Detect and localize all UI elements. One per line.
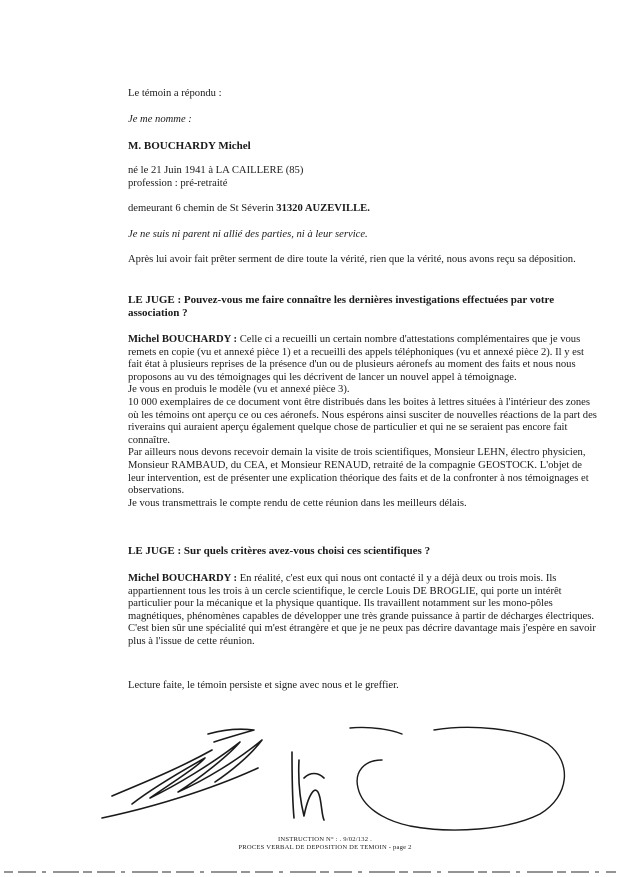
answer-1-paragraph-3: 10 000 exemplaires de ce document vont être distribués dans les boites à lettres situées à l'intérieur des zones où les témoins ont aperçu ce ou ces aéronefs. Nous espérons ainsi susciter de nouvelles réactions de la part des riverains qui auraient aperçu également quelque chose de particulier et qui ne se seraient pas encore fait connaître. [128, 396, 597, 446]
answer-2-text: En réalité, c'est eux qui nous ont contacté il y a déjà deux ou trois mois. Ils appartiennent tous les trois à un cercle scientifique, le cercle Louis DE BROGLIE, qui porte un intérêt particulier pour la mécanique et la physique quantique. Ils travaillent notamment sur les mono-pôles magnétiques, phénomènes capables de développer une très grande puissance à partir de décharges électriques. C'est bien sûr une spécialité qui m'est étrangère et que je ne peux pas décrire davantage mais j'espère en savoir plus à l'issue de cette réunion. [128, 573, 596, 647]
signature-witness [102, 729, 262, 818]
closing-statement: Lecture faite, le témoin persiste et signe avec nous et le greffier. [128, 680, 399, 691]
signature-judge [292, 752, 324, 820]
address-city: 31320 AUZEVILLE. [276, 203, 370, 214]
witness-name: M. BOUCHARDY Michel [128, 140, 251, 152]
judge-question-1: LE JUGE : Pouvez-vous me faire connaître les dernières investigations effectuées par votre association ? [128, 294, 555, 319]
answer-1-paragraph-5: Je vous transmettrais le compte rendu de cette réunion dans les meilleurs délais. [128, 497, 467, 509]
answer-1 [128, 334, 598, 510]
address-line [128, 203, 598, 216]
birth-line: né le 21 Juin 1941 à LA CAILLERE (85) [128, 165, 304, 176]
signature-clerk [350, 727, 564, 830]
address-prefix: demeurant 6 chemin de St Séverin [128, 203, 277, 214]
scan-edge-marks [0, 868, 620, 877]
answer-2-speaker: Michel BOUCHARDY : [128, 573, 238, 584]
je-me-nomme: Je me nomme : [128, 114, 192, 125]
answer-1-paragraph-4: Par ailleurs nous devons recevoir demain la visite de trois scientifiques, Monsieur LEHN, électro physicien, Monsieur RAMBAUD, du CEA, et Monsieur RENAUD, retraité de la compagnie GEOSTOCK. L'objet de leur intervention, est de présenter une explication théorique des faits et de la confronter à nos témoignages et observations. [128, 447, 589, 497]
instruction-number: INSTRUCTION N° : . 9/02/132 . [278, 836, 372, 843]
proces-verbal-page: PROCES VERBAL DE DEPOSITION DE TEMOIN - page 2 [238, 844, 412, 851]
profession-line: profession : pré-retraité [128, 178, 228, 189]
oath-paragraph: Après lui avoir fait prêter serment de dire toute la vérité, rien que la vérité, nous avons reçu sa déposition. [128, 254, 576, 265]
signatures [0, 700, 620, 840]
answer-1-paragraph-2: Je vous en produis le modèle (vu et annexé pièce 3). [128, 384, 350, 396]
answer-1-paragraph-1 [128, 334, 598, 384]
page-footer [200, 836, 450, 852]
judge-question-2: LE JUGE : Sur quels critères avez-vous choisi ces scientifiques ? [128, 545, 431, 557]
answer-1-speaker: Michel BOUCHARDY : [128, 334, 238, 345]
answer-2 [128, 573, 598, 649]
not-related-statement: Je ne suis ni parent ni allié des parties, ni à leur service. [128, 229, 368, 240]
intro-line: Le témoin a répondu : [128, 88, 222, 99]
answer-1-text: Celle ci a recueilli un certain nombre d'attestations complémentaires que je vous remets en copie (vu et annexé pièce 1) et a recueilli des appels téléphoniques (vu et annexé pièce 2). Il y est fait état à plusieurs reprises de la présence d'un ou de plusieurs aéronefs au moment des faits et nous nous proposons au vu des témoignages qui les décrivent de lancer un nouvel appel à témoignage. [128, 334, 584, 383]
